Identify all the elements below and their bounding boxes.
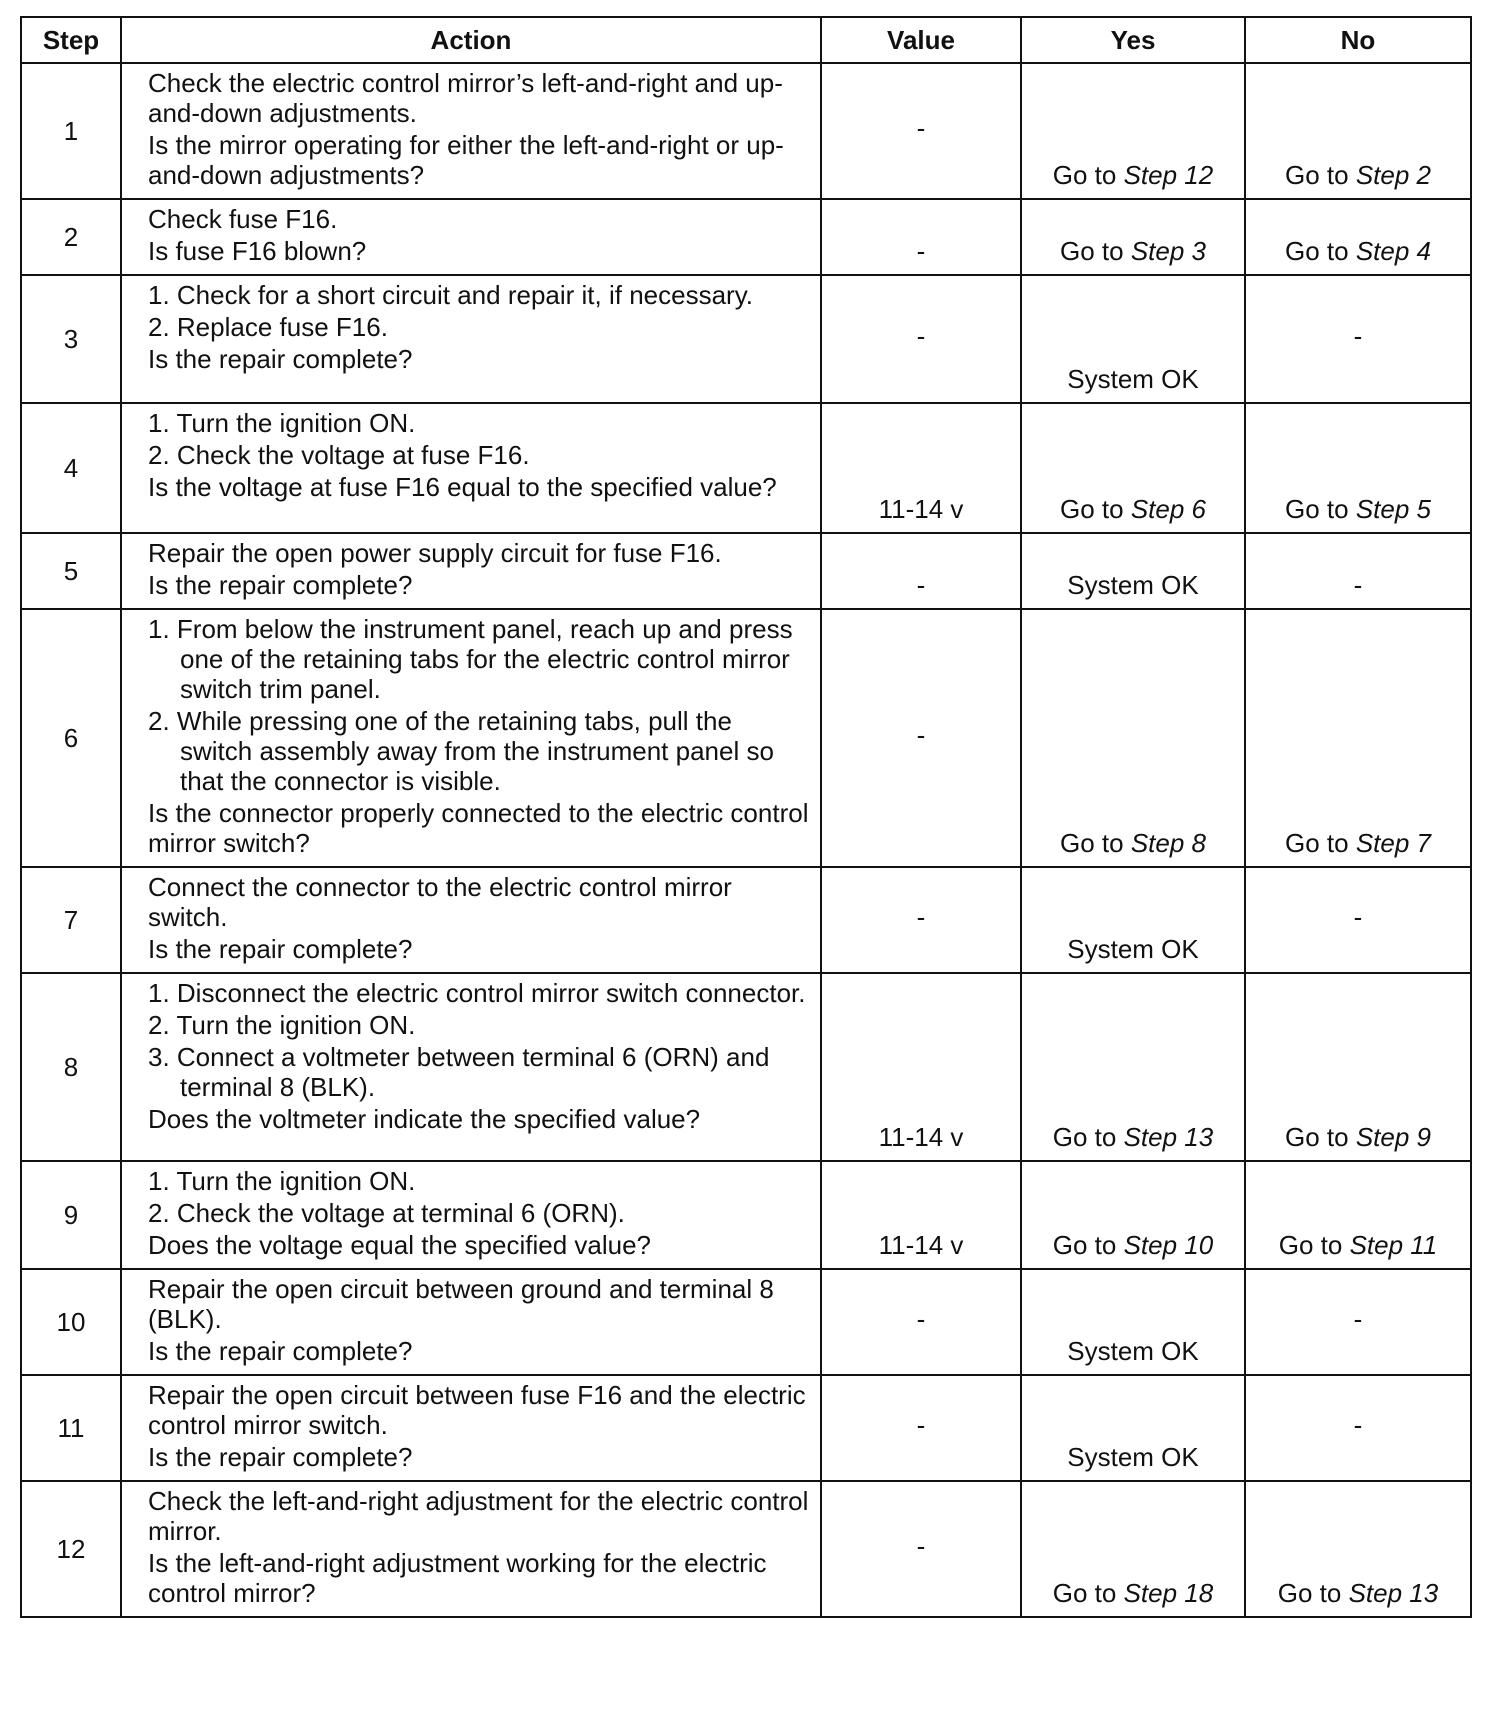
action-line: Is the repair complete? — [148, 344, 413, 374]
no-text: - — [1353, 570, 1363, 600]
action-list-item: 1. Disconnect the electric control mirror switch connector. — [148, 978, 806, 1008]
value-cell: - — [821, 867, 1021, 973]
table-row — [21, 533, 1471, 609]
no-target: Step 7 — [1355, 828, 1431, 858]
action-line: Is the left-and-right adjustment working for the electric control mirror? — [148, 1548, 767, 1608]
action-line: Check the left-and-right adjustment for the electric control mirror. — [148, 1486, 809, 1546]
yes-text: System OK — [1067, 934, 1199, 964]
step-cell: 10 — [21, 1269, 121, 1375]
no-cell — [1245, 1161, 1471, 1269]
value-cell: - — [821, 1375, 1021, 1481]
no-cell — [1245, 1375, 1471, 1481]
no-prefix: Go to — [1285, 236, 1356, 266]
yes-prefix: Go to — [1060, 236, 1131, 266]
no-prefix: Go to — [1285, 494, 1356, 524]
action-cell — [121, 867, 821, 973]
action-line: Is the mirror operating for either the left-and-right or up-and-down adjustments? — [148, 130, 784, 190]
value-cell: - — [821, 275, 1021, 403]
value-cell: - — [821, 533, 1021, 609]
action-list-item: 3. Connect a voltmeter between terminal 6 (ORN) and terminal 8 (BLK). — [148, 1042, 770, 1102]
action-cell — [121, 1481, 821, 1617]
action-line: Is the repair complete? — [148, 934, 413, 964]
action-cell — [121, 63, 821, 199]
yes-prefix: Go to — [1052, 1230, 1124, 1260]
yes-cell — [1021, 403, 1245, 533]
step-cell: 7 — [21, 867, 121, 973]
no-prefix: Go to — [1285, 1122, 1356, 1152]
action-cell — [121, 1269, 821, 1375]
step-cell: 5 — [21, 533, 121, 609]
value-cell: - — [821, 199, 1021, 275]
action-cell — [121, 275, 821, 403]
no-cell — [1245, 199, 1471, 275]
yes-prefix: Go to — [1052, 160, 1124, 190]
no-prefix: Go to — [1278, 1230, 1350, 1260]
action-list-item: 1. Turn the ignition ON. — [148, 408, 416, 438]
action-line: Is fuse F16 blown? — [148, 236, 367, 266]
action-list-item: 1. Turn the ignition ON. — [148, 1166, 416, 1196]
table-row — [21, 973, 1471, 1161]
no-cell — [1245, 63, 1471, 199]
no-cell — [1245, 1481, 1471, 1617]
yes-text: System OK — [1067, 364, 1199, 394]
action-line: Repair the open power supply circuit for fuse F16. — [148, 538, 722, 568]
yes-prefix: Go to — [1060, 828, 1131, 858]
value-cell: - — [821, 1269, 1021, 1375]
table-row — [21, 403, 1471, 533]
header-step: Step — [21, 17, 121, 63]
action-line: Is the repair complete? — [148, 1336, 413, 1366]
no-cell — [1245, 609, 1471, 867]
action-line: Is the repair complete? — [148, 1442, 413, 1472]
action-list-item: 2. Replace fuse F16. — [148, 312, 388, 342]
action-cell — [121, 973, 821, 1161]
no-prefix: Go to — [1277, 1578, 1349, 1608]
table-row — [21, 1269, 1471, 1375]
yes-cell — [1021, 63, 1245, 199]
table-row — [21, 275, 1471, 403]
yes-target: Step 10 — [1123, 1230, 1214, 1260]
yes-target: Step 12 — [1123, 160, 1214, 190]
table-row — [21, 199, 1471, 275]
step-cell: 12 — [21, 1481, 121, 1617]
step-cell: 1 — [21, 63, 121, 199]
action-line: Is the repair complete? — [148, 570, 413, 600]
value-cell: - — [821, 609, 1021, 867]
yes-cell — [1021, 1269, 1245, 1375]
action-cell — [121, 403, 821, 533]
diagnostic-table-container — [20, 16, 1470, 1618]
table-body — [21, 63, 1471, 1617]
action-list-item: 2. Check the voltage at fuse F16. — [148, 440, 530, 470]
no-cell — [1245, 1269, 1471, 1375]
yes-cell — [1021, 973, 1245, 1161]
header-action: Action — [121, 17, 821, 63]
yes-prefix: Go to — [1052, 1122, 1124, 1152]
no-text: - — [1353, 901, 1363, 932]
action-list-item: 2. While pressing one of the retaining tabs, pull the switch assembly away from the instrument panel so that the connector is visible. — [148, 706, 774, 796]
no-cell — [1245, 533, 1471, 609]
action-line: Is the connector properly connected to the electric control mirror switch? — [148, 798, 809, 858]
yes-cell — [1021, 199, 1245, 275]
step-cell: 2 — [21, 199, 121, 275]
action-cell — [121, 533, 821, 609]
value-cell: 11-14 v — [821, 973, 1021, 1161]
action-list-item: 1. Check for a short circuit and repair it, if necessary. — [148, 280, 753, 310]
no-target: Step 11 — [1349, 1230, 1438, 1260]
action-line: Check the electric control mirror’s left-and-right and up-and-down adjustments. — [148, 68, 783, 128]
step-cell: 11 — [21, 1375, 121, 1481]
yes-cell — [1021, 1375, 1245, 1481]
no-text: - — [1353, 1409, 1363, 1440]
yes-cell — [1021, 275, 1245, 403]
table-row — [21, 63, 1471, 199]
header-no: No — [1245, 17, 1471, 63]
no-target: Step 4 — [1355, 236, 1431, 266]
action-list-item: 2. Turn the ignition ON. — [148, 1010, 416, 1040]
table-row — [21, 1161, 1471, 1269]
yes-text: System OK — [1067, 1336, 1199, 1366]
no-target: Step 2 — [1355, 160, 1431, 190]
yes-cell — [1021, 1481, 1245, 1617]
action-cell — [121, 609, 821, 867]
action-line: Is the voltage at fuse F16 equal to the specified value? — [148, 472, 777, 502]
action-line: Does the voltage equal the specified value? — [148, 1230, 652, 1260]
no-text: - — [1353, 320, 1363, 351]
action-cell — [121, 1375, 821, 1481]
yes-target: Step 13 — [1123, 1122, 1214, 1152]
header-yes: Yes — [1021, 17, 1245, 63]
action-cell — [121, 1161, 821, 1269]
no-target: Step 13 — [1348, 1578, 1439, 1608]
yes-text: System OK — [1067, 1442, 1199, 1472]
yes-prefix: Go to — [1060, 494, 1131, 524]
value-cell: 11-14 v — [821, 1161, 1021, 1269]
table-row — [21, 1375, 1471, 1481]
yes-cell — [1021, 1161, 1245, 1269]
yes-target: Step 6 — [1130, 494, 1206, 524]
yes-target: Step 8 — [1130, 828, 1206, 858]
action-list-item: 1. From below the instrument panel, reach up and press one of the retaining tabs for the electric control mirror switch trim panel. — [148, 614, 793, 704]
header-value: Value — [821, 17, 1021, 63]
no-target: Step 9 — [1355, 1122, 1431, 1152]
action-line: Repair the open circuit between fuse F16 and the electric control mirror switch. — [148, 1380, 806, 1440]
yes-prefix: Go to — [1052, 1578, 1124, 1608]
yes-cell — [1021, 609, 1245, 867]
no-cell — [1245, 867, 1471, 973]
no-prefix: Go to — [1285, 828, 1356, 858]
no-cell — [1245, 973, 1471, 1161]
action-list-item: 2. Check the voltage at terminal 6 (ORN). — [148, 1198, 625, 1228]
step-cell: 8 — [21, 973, 121, 1161]
step-cell: 4 — [21, 403, 121, 533]
table-row — [21, 1481, 1471, 1617]
value-cell: - — [821, 1481, 1021, 1617]
yes-text: System OK — [1067, 570, 1199, 600]
no-target: Step 5 — [1355, 494, 1431, 524]
value-cell: 11-14 v — [821, 403, 1021, 533]
header-row — [21, 17, 1471, 63]
action-line: Connect the connector to the electric control mirror switch. — [148, 872, 732, 932]
action-cell — [121, 199, 821, 275]
no-text: - — [1353, 1303, 1363, 1334]
step-cell: 6 — [21, 609, 121, 867]
step-cell: 9 — [21, 1161, 121, 1269]
action-line: Check fuse F16. — [148, 204, 338, 234]
yes-cell — [1021, 533, 1245, 609]
value-cell: - — [821, 63, 1021, 199]
no-cell — [1245, 275, 1471, 403]
yes-target: Step 3 — [1130, 236, 1206, 266]
step-cell: 3 — [21, 275, 121, 403]
table-row — [21, 867, 1471, 973]
action-line: Does the voltmeter indicate the specified value? — [148, 1104, 701, 1134]
no-prefix: Go to — [1285, 160, 1356, 190]
yes-target: Step 18 — [1123, 1578, 1214, 1608]
no-cell — [1245, 403, 1471, 533]
action-line: Repair the open circuit between ground and terminal 8 (BLK). — [148, 1274, 774, 1334]
table-row — [21, 609, 1471, 867]
diagnostic-table — [20, 16, 1472, 1618]
yes-cell — [1021, 867, 1245, 973]
